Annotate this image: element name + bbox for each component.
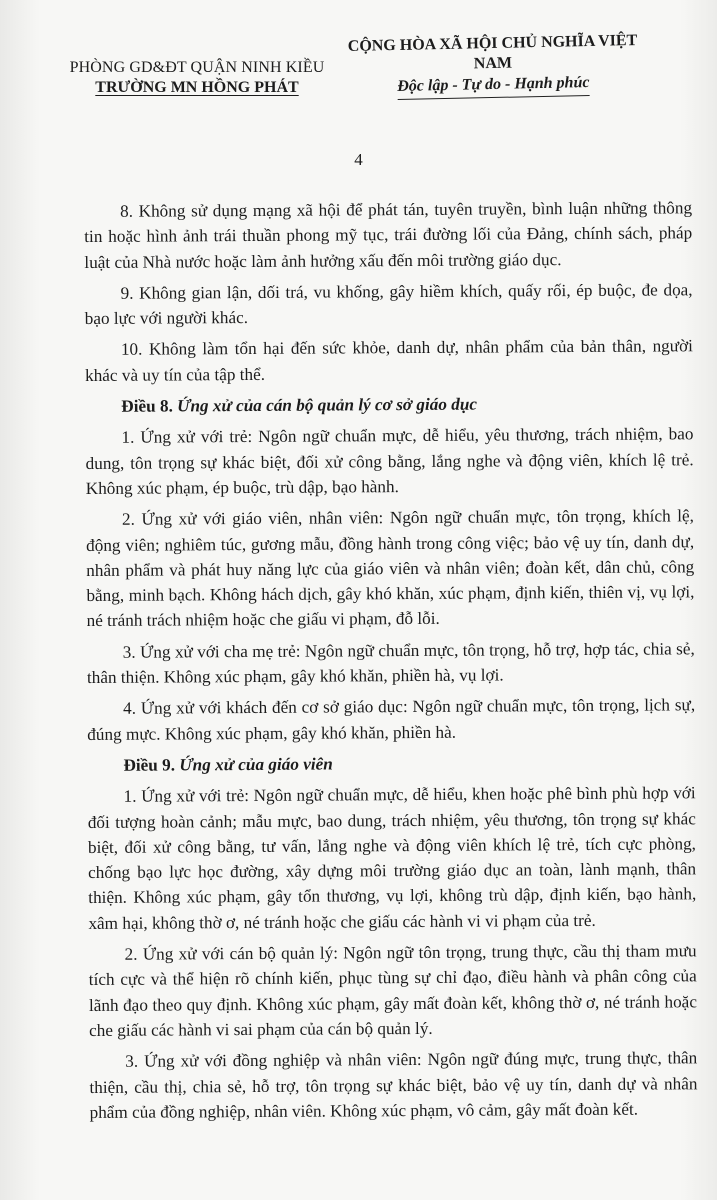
article-8-item: 1. Ứng xử với trẻ: Ngôn ngữ chuẩn mực, dễ hiểu, yêu thương, trách nhiệm, bao dung, tôn trọng sự khác biệt, đối xử công bằng, lắng nghe và động viên, khích lệ trẻ. Không xúc phạm, ép buộc, trù dập, bạo hành. (85, 424, 694, 498)
article-8-item: 4. Ứng xử với khách đến cơ sở giáo dục: Ngôn ngữ chuẩn mực, tôn trọng, lịch sự, đúng mực. Không xúc phạm, gây khó khăn, phiền hà. (87, 695, 696, 744)
article-9-item: 3. Ứng xử với đồng nghiệp và nhân viên: Ngôn ngữ đúng mực, trung thực, thân thiện, cầu thị, chia sẻ, hỗ trợ, tôn trọng sự khác biệt, bảo vệ uy tín, danh dự và nhân phẩm của đồng nghiệp, nhân viên. Không xúc phạm, vô cảm, gây mất đoàn kết. (89, 1048, 698, 1122)
article-9-title: Ứng xử của giáo viên (179, 754, 333, 775)
national-motto: Độc lập - Tự do - Hạnh phúc (397, 72, 590, 100)
school-name: TRƯỜNG MN HỒNG PHÁT (95, 79, 299, 96)
article-8-heading (85, 390, 693, 419)
department-name: PHÒNG GD&ĐT QUẬN NINH KIỀU (69, 59, 325, 76)
issuer-block (62, 58, 332, 98)
clause-9: 9. Không gian lận, dối trá, vu khống, gây hiềm khích, quấy rối, ép buộc, đe dọa, bạo lực với người khác. (84, 280, 693, 329)
clause-8: 8. Không sử dụng mạng xã hội để phát tán, tuyên truyền, bình luận những thông tin hoặc hình ảnh trái thuần phong mỹ tục, trái đường lối của Đảng, chính sách, pháp luật của Nhà nước hoặc làm ảnh hưởng xấu đến môi trường giáo dục. (84, 198, 693, 272)
page-number: 4 (354, 150, 363, 169)
nation-title: CỘNG HÒA XÃ HỘI CHỦ NGHĨA VIỆT NAM (347, 31, 638, 73)
document-body (84, 195, 698, 1131)
article-9-heading (87, 749, 695, 778)
article-8-item: 3. Ứng xử với cha mẹ trẻ: Ngôn ngữ chuẩn mực, tôn trọng, hỗ trợ, hợp tác, chia sẻ, thân thiện. Không xúc phạm, gây khó khăn, phiền hà, vụ lợi. (86, 639, 695, 688)
article-9-item: 2. Ứng xử với cán bộ quản lý: Ngôn ngữ tôn trọng, trung thực, cầu thị tham mưu tích cực và thể hiện rõ chính kiến, phục tùng sự chỉ đạo, điều hành và phân công của lãnh đạo theo quy định. Không xúc phạm, gây mất đoàn kết, không thờ ơ, né tránh hoặc che giấu các hành vi sai phạm của cán bộ quản lý. (88, 941, 697, 1040)
article-9-item: 1. Ứng xử với trẻ: Ngôn ngữ chuẩn mực, dễ hiểu, khen hoặc phê bình phù hợp với đối tượng hoàn cảnh; mẫu mực, bao dung, trách nhiệm, yêu thương, tôn trọng sự khác biệt, đối xử công bằng, tư vấn, lắng nghe và động viên khích lệ trẻ, tích cực phòng, chống bạo lực học đường, xây dựng môi trường giáo dục an toàn, lành mạnh, thân thiện. Không xúc phạm, gây tổn thương, vụ lợi, không trù dập, định kiến, bạo hành, xâm hại, không thờ ơ, né tránh hoặc che giấu các hành vi vi phạm của trẻ. (87, 783, 697, 933)
national-heading (327, 31, 658, 102)
clause-10: 10. Không làm tổn hại đến sức khỏe, danh dự, nhân phẩm của bản thân, người khác và uy tín của tập thể. (85, 336, 693, 385)
article-8-title: Ứng xử của cán bộ quản lý cơ sở giáo dục (177, 394, 478, 416)
article-8-number: Điều 8. (121, 396, 173, 416)
article-9-number: Điều 9. (123, 755, 176, 775)
article-8-item: 2. Ứng xử với giáo viên, nhân viên: Ngôn ngữ chuẩn mực, tôn trọng, khích lệ, động viên; nghiêm túc, gương mẫu, đồng hành trong công việc; bảo vệ uy tín, danh dự, nhân phẩm và phát huy năng lực của giáo viên và nhân viên; đoàn kết, dân chủ, công bằng, minh bạch. Không hách dịch, gây khó khăn, xúc phạm, định kiến, thiên vị, vụ lợi, né tránh trách nhiệm hoặc che giấu vi phạm, đỗ lỗi. (86, 506, 695, 631)
